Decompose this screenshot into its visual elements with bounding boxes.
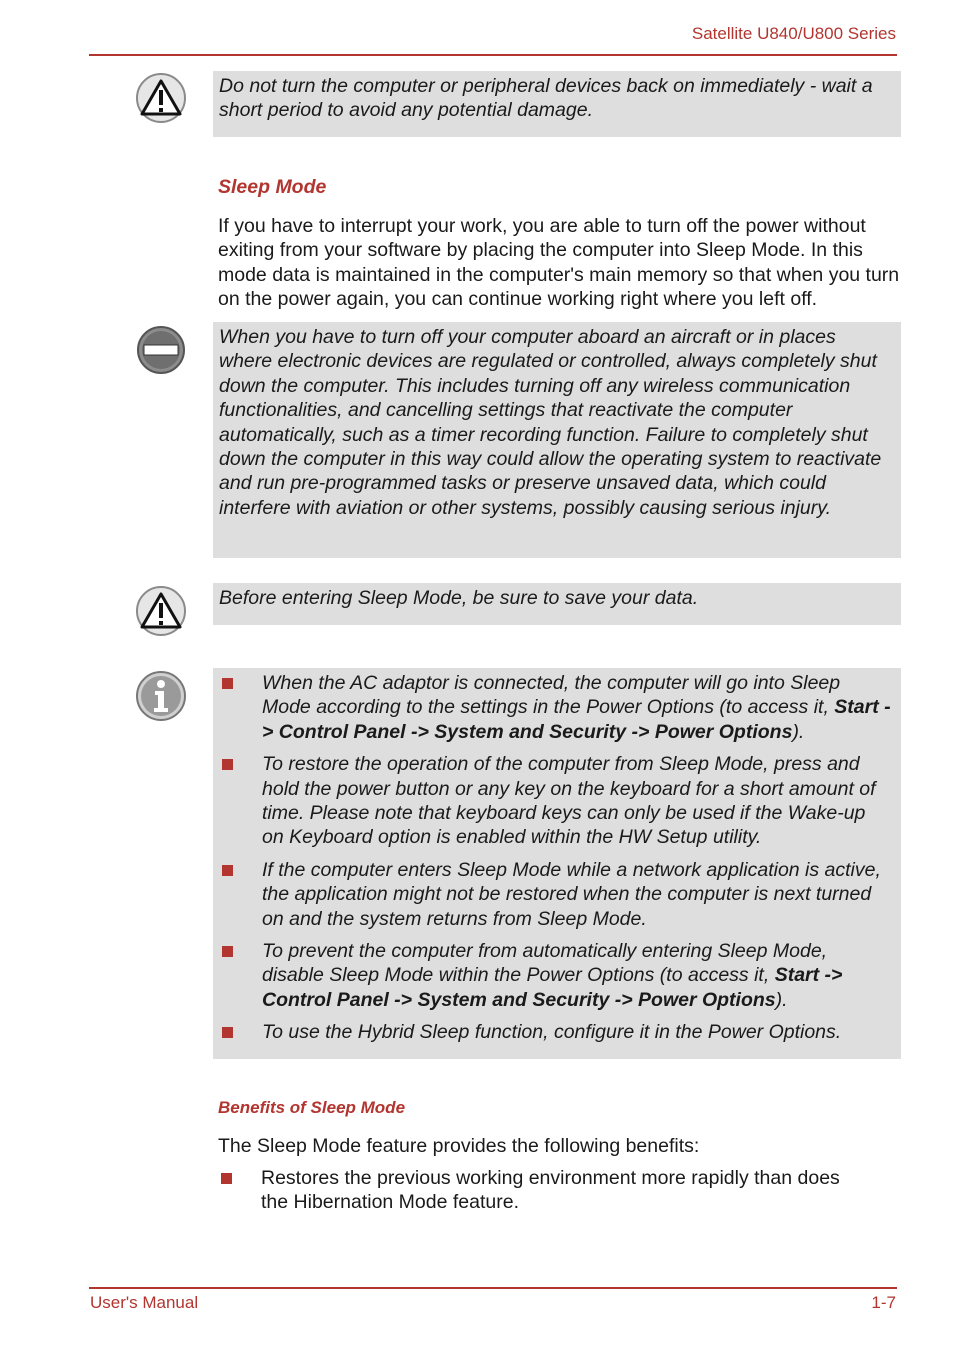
menu-path: Start -> Control Panel -> System and Security -> Power Options [262, 964, 843, 1011]
information-icon [135, 670, 187, 722]
caution-triangle-icon [135, 72, 187, 124]
bullet-square [221, 1173, 232, 1184]
section-heading-sleep-mode: Sleep Mode [218, 176, 327, 198]
bullet-square [222, 1027, 233, 1038]
list-item: Restores the previous working environment more rapidly than does the Hibernation Mode feature. [218, 1166, 868, 1215]
footer-rule [89, 1287, 897, 1289]
caution-note-save-data [213, 583, 901, 625]
header-rule [89, 54, 897, 56]
info-note-sleep-mode [213, 668, 901, 1059]
caution-note-text: Do not turn the computer or peripheral devices back on immediately - wait a short period to avoid any potential damage. [219, 75, 873, 122]
benefits-list [218, 1166, 868, 1215]
caution-note-text: Before entering Sleep Mode, be sure to save your data. [219, 587, 699, 609]
bullet-square [222, 865, 233, 876]
menu-path: Start -> Control Panel -> System and Security -> Power Options [262, 696, 891, 743]
section-heading-benefits: Benefits of Sleep Mode [218, 1098, 406, 1117]
footer-manual-title: User's Manual [90, 1293, 199, 1312]
list-item: When the AC adaptor is connected, the computer will go into Sleep Mode according to the settings in the Power Options (to access it, Start -> Control Panel -> System and Security -> Power Options). [219, 671, 891, 744]
warning-note-text: When you have to turn off your computer aboard an aircraft or in places where electronic devices are regulated or controlled, always completely shut down the computer. This includes turning off any wireless communication functionalities, and cancelling settings that reactivate the computer automatically, such as a timer recording function. Failure to completely shut down the computer in this way could allow the operating system to reactivate and run pre-programmed tasks or preserve unsaved data, which could interfere with aviation or other systems, possibly causing serious injury. [219, 326, 882, 519]
caution-note-power-on [213, 71, 901, 137]
prohibition-icon [135, 324, 187, 376]
list-item: If the computer enters Sleep Mode while a network application is active, the application might not be restored when the computer is next turned on and the system returns from Sleep Mode. [219, 858, 891, 931]
info-bullet-list [219, 671, 891, 1045]
benefits-intro: The Sleep Mode feature provides the following benefits: [218, 1135, 700, 1157]
bullet-square [222, 946, 233, 957]
page-number: 1-7 [871, 1293, 896, 1312]
warning-note-aircraft [213, 322, 901, 558]
sleep-mode-intro: If you have to interrupt your work, you are able to turn off the power without exiting from your software by placing the computer into Sleep Mode. In this mode data is maintained in the computer's main memory so that when you turn on the power again, you can continue working right where you left off. [218, 215, 900, 311]
bullet-square [222, 759, 233, 770]
bullet-square [222, 678, 233, 689]
list-item: To restore the operation of the computer from Sleep Mode, press and hold the power button or any key on the keyboard for a short amount of time. Please note that keyboard keys can only be used if the Wake-up on Keyboard option is enabled within the HW Setup utility. [219, 752, 891, 850]
running-header-title: Satellite U840/U800 Series [691, 24, 896, 43]
caution-triangle-icon [135, 585, 187, 637]
list-item: To prevent the computer from automatically entering Sleep Mode, disable Sleep Mode within the Power Options (to access it, Start -> Control Panel -> System and Security -> Power Options). [219, 939, 891, 1012]
list-item: To use the Hybrid Sleep function, configure it in the Power Options. [219, 1020, 891, 1044]
